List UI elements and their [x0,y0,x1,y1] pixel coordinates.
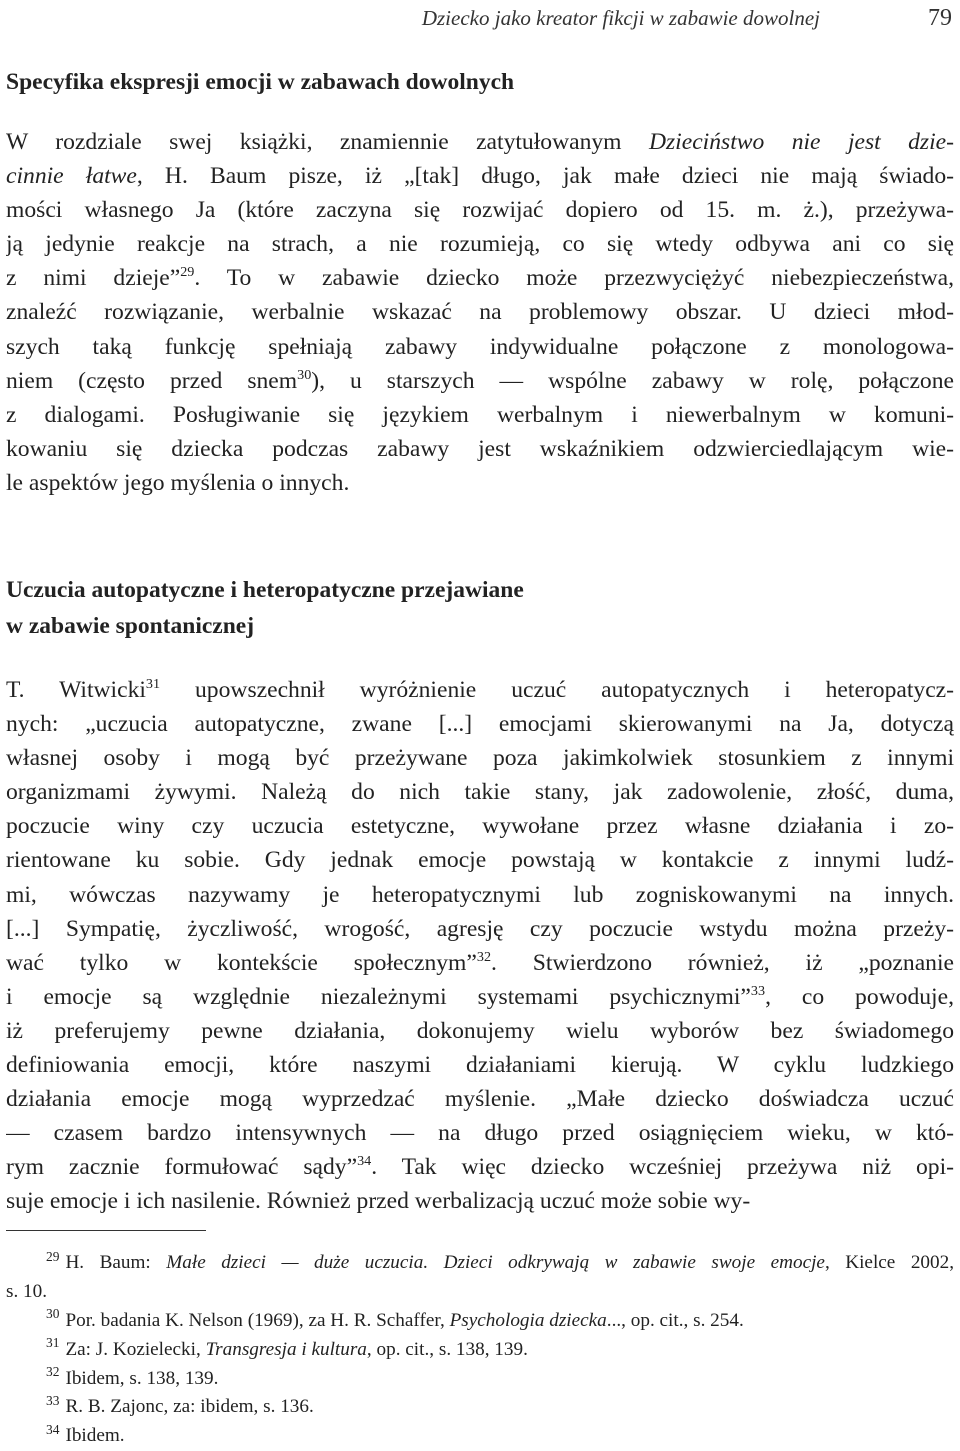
text-line [6,1048,954,1082]
text-run: Por. badania K. Nelson (1969), za H. R. Schaffer, [65,1309,450,1331]
text-line [6,159,954,193]
paragraph-emotion-expression [6,125,954,500]
footnote [6,1249,954,1278]
text-run: , op. cit., s. 138, 139. [366,1338,528,1360]
text-run: nych: „uczucia autopatyczne, zwane [...] emocjami skierowanymi na Ja, dotyczą [6,711,954,738]
footnote-ref: 33 [46,1393,60,1409]
text-run: le aspektów jego myślenia o innych. [6,469,350,496]
text-line [6,946,954,980]
text-run: suje emocje i ich nasilenie. Również przed werbalizacją uczuć może sobie wy- [6,1188,751,1215]
text-run: [...] Sympatię, życzliwość, wrogość, agresję czy poczucie wstydu można przeży- [6,915,954,942]
text-run: własnej osoby i mogą być przeżywane poza jakimkolwiek stosunkiem z innymi [6,745,954,772]
text-run: , co powoduje, [765,983,954,1010]
text-run: z dialogami. Posługiwanie się językiem werbalnym i niewerbalnym w komuni- [6,401,954,428]
text-line [6,330,954,364]
footnote [6,1307,954,1336]
footnote-separator [6,1230,206,1231]
footnote-ref: 31 [145,676,161,693]
footnote-ref: 32 [46,1364,60,1380]
text-run: i emocje są względnie niezależnymi systemami psychicznymi” [6,983,751,1010]
text-line [6,261,954,295]
text-line [6,432,954,466]
text-run: — czasem bardzo intensywnych — na długo przed osiągnięciem wieku, w któ- [6,1120,954,1147]
text-run: rientowane ku sobie. Gdy jednak emocje powstają w kontakcie z innymi ludź- [6,847,954,874]
text-run: z nimi dzieje” [6,265,181,292]
footnote-ref: 30 [297,366,312,383]
text-line [6,878,954,912]
italic-text: cinnie łatwe [6,163,137,190]
text-run: iż preferujemy pewne działania, dokonujemy wielu wyborów bez świadomego [6,1017,954,1044]
text-run: . To w zabawie dziecko może przezwyciężyć niebezpieczeństwa, [194,265,954,292]
footnote-ref: 31 [46,1335,60,1351]
text-run: R. B. Zajonc, za: ibidem, s. 136. [65,1396,314,1418]
text-run: . Stwierdzono również, iż „poznanie [491,949,954,976]
text-line [6,775,954,809]
text-run: definiowania emocji, które naszymi działaniami kierują. W cyklu ludzkiego [6,1052,954,1079]
text-line [6,1116,954,1150]
text-run: upowszechnił wyróżnienie uczuć autopatycznych i heteropatycz- [160,677,954,703]
text-line [6,398,954,432]
text-line [6,227,954,261]
text-run: niem (często przed snem [6,367,298,394]
text-line [6,1150,954,1184]
text-line [6,125,954,159]
text-line [6,1082,954,1116]
text-line [6,673,954,707]
text-line [6,707,954,741]
text-run: ), u starszych — wspólne zabawy w rolę, połączone [311,367,954,394]
text-run: Ibidem, s. 138, 139. [65,1367,219,1389]
page-number: 79 [928,5,952,31]
text-line [6,1184,954,1218]
italic-text: Małe dzieci — duże uczucia. Dzieci odkrywają w zabawie swoje emocje [166,1252,825,1273]
text-run: działania emocje mogą wyprzedzać myślenie. „Małe dziecko doświadcza uczuć [6,1086,954,1113]
footnote [6,1422,954,1451]
text-run: wać tylko w kontekście społecznym” [6,949,477,976]
text-run: rym zacznie formułować sądy” [6,1154,358,1181]
text-line [6,466,954,500]
footnotes [6,1249,954,1451]
footnote [6,1278,954,1307]
text-line [6,364,954,398]
text-run: T. Witwicki [6,677,146,703]
text-run: mości własnego Ja (które zaczyna się rozwijać dopiero od 15. m. ż.), przeżywa- [6,197,954,224]
footnote-ref: 30 [46,1306,60,1322]
text-run: znaleźć rozwiązanie, werbalnie wskazać na problemowy obszar. U dzieci młod- [6,299,954,326]
footnote-ref: 29 [180,264,195,281]
footnote [6,1336,954,1365]
text-run: W rozdziale swej książki, znamiennie zatytułowanym [6,129,649,155]
text-line [6,843,954,877]
text-line [6,741,954,775]
text-line [6,809,954,843]
italic-text: Psychologia dziecka [449,1309,607,1331]
text-run: Ibidem. [65,1425,125,1447]
text-run: Za: J. Kozielecki, [65,1338,206,1360]
text-run: ją jedynie reakcje na strach, a nie rozumieją, co się wtedy odbywa ani co się [6,231,954,258]
text-run: , Kielce 2002, [824,1252,954,1273]
text-run: szych taką funkcję spełniają zabawy indywidualne połączone z monologowa- [6,333,954,360]
text-run: H. Baum: [65,1252,167,1273]
section-heading-autopathic-feelings [6,572,524,644]
text-line [6,980,954,1014]
footnote-ref: 34 [46,1421,60,1437]
footnote-ref: 33 [750,982,766,999]
footnote-ref: 32 [476,948,492,965]
text-line [6,912,954,946]
italic-text: Transgresja i kultura [205,1338,367,1360]
text-run: ..., op. cit., s. 254. [606,1309,744,1331]
paragraph-autopathic-feelings [6,673,954,1219]
running-title: Dziecko jako kreator fikcji w zabawie dowolnej [421,6,820,30]
footnote [6,1365,954,1394]
text-run: , H. Baum pisze, iż „[tak] długo, jak małe dzieci nie mają świado- [136,163,954,190]
section-heading-emotion-expression: Specyfika ekspresji emocji w zabawach dowolnych [6,69,515,95]
text-run: organizmami żywymi. Należą do nich takie stany, jak zadowolenie, złość, duma, [6,779,954,806]
footnote [6,1393,954,1422]
text-run: . Tak więc dziecko wcześniej przeżywa niż opi- [371,1154,954,1181]
text-run: mi, wówczas nazywamy je heteropatycznymi lub zogniskowanymi na innych. [6,881,954,908]
text-run: s. 10. [6,1280,48,1302]
italic-text: Dzieciństwo nie jest dzie- [648,129,954,155]
section-heading-line: Uczucia autopatyczne i heteropatyczne przejawiane [6,577,524,603]
text-run: poczucie winy czy uczucia estetyczne, wywołane przez własne działania i zo- [6,813,954,840]
text-run: kowaniu się dziecka podczas zabawy jest wskaźnikiem odzwierciedlającym wie- [6,435,954,462]
running-header [0,6,960,36]
text-line [6,193,954,227]
footnote-ref: 34 [357,1153,372,1170]
section-heading-line: w zabawie spontanicznej [6,613,255,639]
footnote-ref: 29 [46,1248,60,1264]
text-line [6,295,954,329]
text-line [6,1014,954,1048]
